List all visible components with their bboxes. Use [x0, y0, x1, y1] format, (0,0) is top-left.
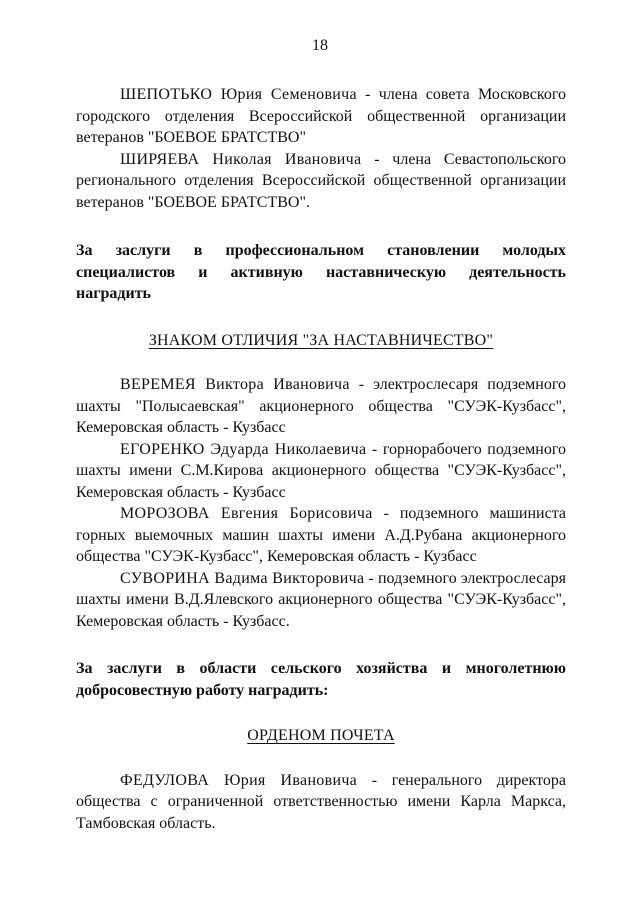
awardee-name: ВЕРЕМЕЯ Виктора Ивановича	[120, 376, 350, 393]
awardee-name: СУВОРИНА Вадима Викторовича	[120, 569, 365, 587]
awardee-name: ШЕПОТЬКО Юрия Семеновича	[120, 86, 357, 103]
document-body	[76, 84, 566, 834]
awardee-position: - члена совета Московского городского отделения Всероссийской общественной организации ветеранов "БОЕВОЕ БРАТСТВО"	[76, 86, 566, 146]
awardee-position: - члена Севастопольского регионального отделения Всероссийской общественной организации ветеранов "БОЕВОЕ БРАТСТВО".	[76, 150, 566, 211]
awardee-name: МОРОЗОВА Евгения Борисовича	[120, 505, 373, 522]
award-title: ОРДЕНОМ ПОЧЕТА	[247, 727, 395, 744]
awardee-position: - электрослесаря подземного шахты "Полысаевская" акционерного общества "СУЭК-Кузбасс", Кемеровская область - Кузбасс	[76, 376, 566, 436]
awardee-position: - подземного машиниста горных выемочных машин шахты имени А.Д.Рубана акционерного общества "СУЭК-Кузбасс", Кемеровская область - Кузбасс	[76, 505, 567, 565]
page-number: 18	[312, 37, 328, 54]
award-entry	[76, 149, 566, 214]
award-title: ЗНАКОМ ОТЛИЧИЯ "ЗА НАСТАВНИЧЕСТВО"	[148, 331, 494, 349]
awardee-position: - горнорабочего подземного шахты имени С.М.Кирова акционерного общества "СУЭК-Кузбасс", Кемеровская область - Кузбасс	[76, 440, 566, 501]
awardee-position: - подземного электрослесаря шахты имени В.Д.Ялевского акционерного общества "СУЭК-Кузбасс", Кемеровская область - Кузбасс.	[76, 569, 566, 630]
award-entry	[76, 84, 566, 149]
award-entry	[76, 374, 566, 439]
award-entry	[76, 439, 566, 504]
awardee-name: ШИРЯЕВА Николая Ивановича	[120, 150, 362, 168]
awardee-position: - генерального директора общества с ограниченной ответственностью имени Карла Маркса, Тамбовская область.	[76, 771, 566, 832]
award-entry	[76, 770, 566, 835]
awardee-name: ФЕДУЛОВА Юрия Ивановича	[120, 771, 358, 789]
awardee-name: ЕГОРЕНКО Эдуарда Николаевича	[120, 440, 367, 458]
award-entry	[76, 503, 566, 568]
award-entry	[76, 568, 566, 633]
resolution-text: За заслуги в профессиональном становлении молодых специалистов и активную наставническую деятельность наградить	[76, 242, 566, 302]
resolution-text: За заслуги в области сельского хозяйства и многолетнюю добросовестную работу наградить:	[76, 660, 566, 699]
